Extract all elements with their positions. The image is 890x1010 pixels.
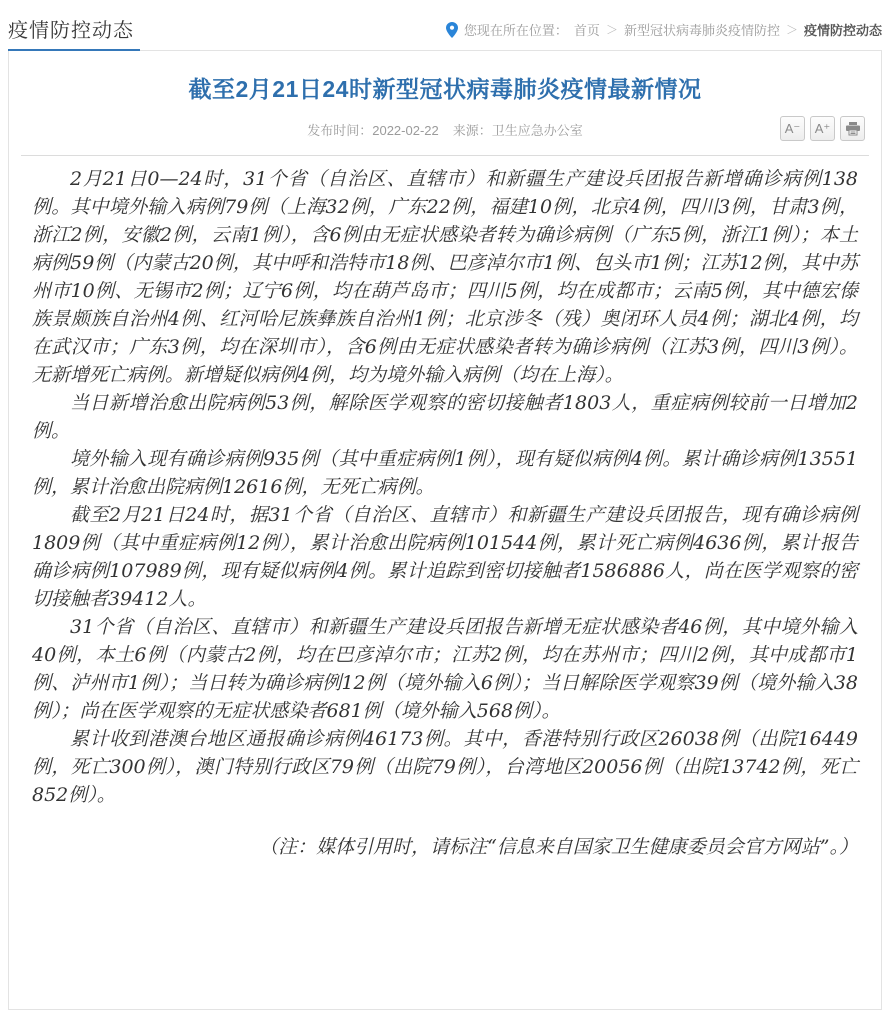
- publish-time-label: 发布时间：: [307, 123, 373, 138]
- article-body: [9, 156, 881, 891]
- breadcrumb-covid-section-link[interactable]: 新型冠状病毒肺炎疫情防控: [623, 23, 780, 38]
- article-title: 截至2月21日24时新型冠状病毒肺炎疫情最新情况: [188, 76, 702, 102]
- breadcrumb-prefix: 您现在所在位置：: [463, 23, 568, 38]
- publish-time-value: 2022-02-22: [372, 123, 439, 138]
- font-larger-button[interactable]: A⁺: [810, 116, 835, 141]
- font-smaller-button[interactable]: A⁻: [780, 116, 805, 141]
- article-meta-row: [9, 120, 881, 146]
- source-value: 卫生应急办公室: [491, 123, 583, 138]
- breadcrumb-home-link[interactable]: 首页: [573, 23, 600, 38]
- article-panel: [8, 50, 882, 1010]
- top-bar: [0, 0, 890, 50]
- article-toolbar: [780, 116, 865, 141]
- source-label: 来源：: [452, 123, 492, 138]
- breadcrumb-separator: ＞: [785, 23, 798, 37]
- article-paragraph: 当日新增治愈出院病例53例，解除医学观察的密切接触者1803人，重症病例较前一日增加2例。: [32, 392, 858, 442]
- article-paragraph: 截至2月21日24时，据31个省（自治区、直辖市）和新疆生产建设兵团报告，现有确诊病例1809例（其中重症病例12例），累计治愈出院病例101544例，累计死亡病例4636例，累计报告确诊病例107989例，现有疑似病例4例。累计追踪到密切接触者1586886人，尚在医学观察的密切接触者39412人。: [32, 504, 858, 610]
- print-button[interactable]: [840, 116, 865, 141]
- breadcrumb-current-page: 疫情防控动态: [803, 23, 882, 38]
- article-paragraph: 境外输入现有确诊病例935例（其中重症病例1例），现有疑似病例4例。累计确诊病例13551例，累计治愈出院病例12616例，无死亡病例。: [32, 448, 858, 498]
- printer-icon: [846, 122, 860, 135]
- breadcrumb: [446, 20, 882, 39]
- breadcrumb-separator: ＞: [605, 23, 618, 37]
- section-title: 疫情防控动态: [8, 12, 140, 51]
- location-pin-icon: [446, 22, 458, 38]
- article-paragraph: 31个省（自治区、直辖市）和新疆生产建设兵团报告新增无症状感染者46例，其中境外输入40例，本土6例（内蒙古2例，均在巴彦淖尔市；江苏2例，均在苏州市；四川2例，其中成都市1例、泸州市1例）；当日转为确诊病例12例（境外输入6例）；当日解除医学观察39例（境外输入38例）；尚在医学观察的无症状感染者681例（境外输入568例）。: [32, 616, 858, 722]
- article-note-paragraph: （注：媒体引用时，请标注“信息来自国家卫生健康委员会官方网站”。）: [259, 836, 858, 858]
- article-paragraph: 累计收到港澳台地区通报确诊病例46173例。其中，香港特别行政区26038例（出院16449例，死亡300例），澳门特别行政区79例（出院79例），台湾地区20056例（出院13742例，死亡852例）。: [32, 728, 858, 806]
- article-paragraph: 2月21日0—24时，31个省（自治区、直辖市）和新疆生产建设兵团报告新增确诊病例138例。其中境外输入病例79例（上海32例，广东22例，福建10例，北京4例，四川3例，甘肃3例，浙江2例，安徽2例，云南1例），含6例由无症状感染者转为确诊病例（广东5例，浙江1例）；本土病例59例（内蒙古20例，其中呼和浩特市18例、巴彦淖尔市1例、包头市1例；江苏12例，其中苏州市10例、无锡市2例；辽宁6例，均在葫芦岛市；四川5例，均在成都市；云南5例，其中德宏傣族景颇族自治州4例、红河哈尼族彝族自治州1例；北京涉冬（残）奥闭环人员4例；湖北4例，均在武汉市；广东3例，均在深圳市），含6例由无症状感染者转为确诊病例（江苏3例，四川3例）。无新增死亡病例。新增疑似病例4例，均为境外输入病例（均在上海）。: [32, 168, 858, 386]
